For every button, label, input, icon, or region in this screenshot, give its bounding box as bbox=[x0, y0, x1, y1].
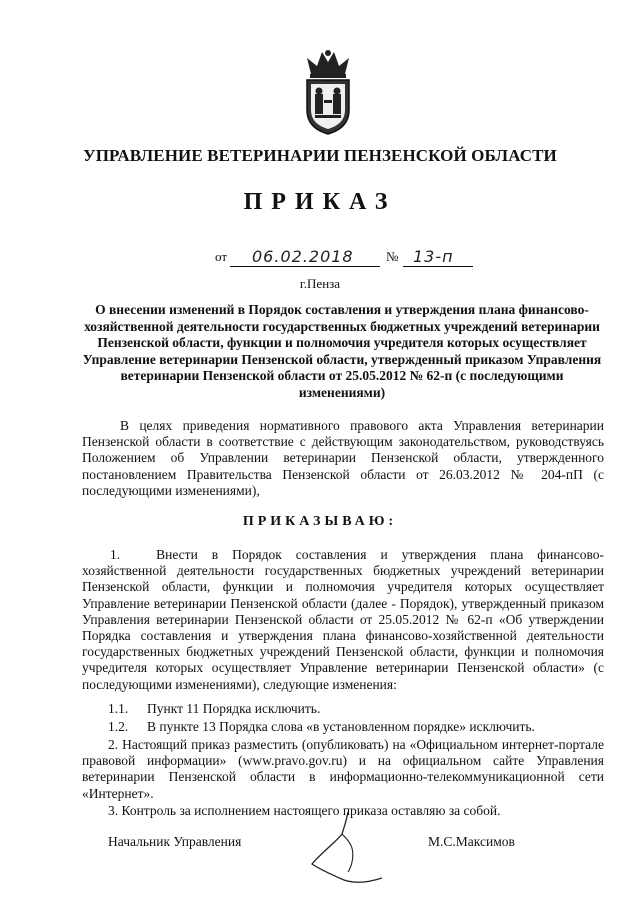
number-prefix: № bbox=[386, 249, 399, 264]
order-word: ПРИКАЗЫВАЮ: bbox=[242, 514, 398, 529]
organization-title: УПРАВЛЕНИЕ ВЕТЕРИНАРИИ ПЕНЗЕНСКОЙ ОБЛАСТИ bbox=[83, 146, 557, 165]
subitem-1-1-number: 1.1. bbox=[108, 701, 129, 716]
signatory-position: Начальник Управления bbox=[108, 834, 242, 849]
city-name: г.Пенза bbox=[299, 276, 341, 291]
signatory-name: М.С.Максимов bbox=[428, 834, 515, 849]
document-type-heading: ПРИКАЗ bbox=[243, 189, 397, 215]
subitem-1-1-text: Пункт 11 Порядка исключить. bbox=[147, 701, 321, 716]
subitem-1-2-text: В пункте 13 Порядка слова «в установленном порядке» исключить. bbox=[147, 719, 535, 734]
date-underline bbox=[230, 266, 380, 267]
subitem-1-2-number: 1.2. bbox=[108, 719, 129, 734]
item-2-paragraph: 2. Настоящий приказ разместить (опубликовать) на «Официальном интернет-портале правовой информации» (www.pravo.gov.ru) и на официальном сайте Управления ветеринарии Пензенской области в информационно-телекоммуникационной сети «Интернет». bbox=[82, 737, 604, 801]
document-subject: О внесении изменений в Порядок составления и утверждения плана финансово-хозяйственной деятельности государственных бюджетных учреждений ветеринарии Пензенской области, функции и полномочия учредителя которых осуществляет Управление ветеринарии Пензенской области, утвержденный приказом Управления ветеринарии Пензенской области от 25.05.2012 № 62-п (с последующими изменениями) bbox=[82, 302, 602, 400]
date-value: 06.02.2018 bbox=[252, 247, 354, 266]
preamble-paragraph: В целях приведения нормативного правового акта Управления ветеринарии Пензенской области в соответствие с действующим законодательством, руководствуясь Положением об Управлении ветеринарии Пензенской области, утвержденного постановлением Правительства Пензенской области от 26.03.2012 № 204-пП (с последующими изменениями), bbox=[82, 418, 604, 498]
item-1-number: 1. bbox=[110, 547, 121, 562]
handwritten-signature bbox=[300, 808, 390, 888]
item-1-paragraph bbox=[82, 547, 604, 693]
date-prefix: от bbox=[215, 249, 228, 264]
number-value: 13-п bbox=[413, 247, 454, 266]
number-underline bbox=[403, 266, 473, 267]
subitem-1-1 bbox=[108, 701, 320, 717]
coat-of-arms-icon bbox=[297, 48, 359, 136]
item-3-paragraph: 3. Контроль за исполнением настоящего приказа оставляю за собой. bbox=[108, 803, 501, 818]
item-1-text: Внести в Порядок составления и утверждения плана финансово-хозяйственной деятельности государственных бюджетных учреждений ветеринарии Пензенской области, функции и полномочия учредителя которых осуществляет Управление ветеринарии Пензенской области (далее - Порядок), утвержденный приказом Управления ветеринарии Пензенской области от 25.05.2012 № 62-п «Об утверждении Порядка составления и утверждения плана финансово-хозяйственной деятельности государственных бюджетных учреждений Пензенской области, функции и полномочия учредителя которых осуществляет Управление ветеринарии Пензенской области» (с последующими изменениями), следующие изменения: bbox=[82, 547, 604, 692]
subitem-1-2 bbox=[108, 719, 535, 735]
